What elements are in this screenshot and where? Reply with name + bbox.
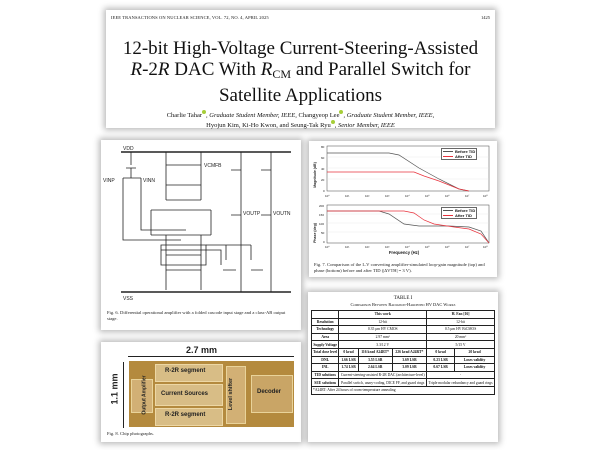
- row-label: Resolution: [312, 318, 339, 326]
- cell: 2.64 LSB: [358, 364, 392, 372]
- legend-before-tid: Before TID: [455, 208, 476, 213]
- svg-text:10⁷: 10⁷: [465, 245, 470, 249]
- chip-height-label: 1.1 mm: [109, 373, 120, 405]
- table-row: [312, 333, 495, 341]
- svg-text:20: 20: [321, 178, 325, 182]
- row-label: TID solutions: [312, 371, 339, 379]
- comparison-table: [311, 310, 495, 395]
- block-r2r-top: [155, 364, 223, 382]
- current-sources-label: Current Sources: [161, 391, 209, 397]
- cell: 0.35 μm HV CMOS: [339, 326, 427, 334]
- r2r-bottom-label: R-2R segment: [165, 412, 206, 418]
- output-amplifier-label: Output Amplifier: [141, 375, 148, 415]
- title-line-3: Satellite Applications: [218, 85, 383, 106]
- table-row: [312, 356, 495, 364]
- title-r: R: [130, 59, 143, 80]
- paper-header: [106, 10, 495, 128]
- cell: 3.09 LSB: [392, 364, 426, 372]
- cell: 3.69 LSB: [392, 356, 426, 364]
- svg-text:10⁶: 10⁶: [445, 194, 450, 198]
- cell: 226 krad A24RT*: [392, 348, 426, 356]
- block-r2r-bottom: [155, 408, 223, 426]
- title-cm-sub: CM: [272, 67, 292, 81]
- table-footnote: *A24RT: After 24 hours of room-temperature annealing: [312, 386, 495, 394]
- cell: Current-steering-assisted R-2R DAC (architecture-level): [339, 371, 427, 379]
- table-row: [312, 326, 495, 334]
- width-arrow: [128, 356, 294, 357]
- table-row: [312, 371, 495, 379]
- block-level-shifter: [226, 366, 246, 424]
- svg-text:10⁸: 10⁸: [483, 245, 488, 249]
- cell: -: [427, 371, 495, 379]
- svg-text:0: 0: [323, 240, 325, 244]
- cell: 0 krad: [339, 348, 358, 356]
- cell: 1.74 LSB: [339, 364, 358, 372]
- author-role: , Senior Member, IEEE: [334, 122, 395, 129]
- row-label: Area: [312, 333, 339, 341]
- svg-text:40: 40: [321, 167, 325, 171]
- row-label: Technology: [312, 326, 339, 334]
- level-shifter-label: Level shifter: [228, 377, 235, 411]
- svg-text:10⁴: 10⁴: [405, 194, 410, 198]
- title-parallel: and Parallel Switch for: [291, 59, 471, 80]
- opamp-schematic: [101, 140, 301, 305]
- table-row: [312, 318, 495, 326]
- phase-legend: [441, 207, 477, 219]
- author-list: [106, 110, 495, 130]
- table-row: [312, 364, 495, 372]
- row-label: Total dose level: [313, 350, 338, 355]
- author-name: Changyeop Lee: [298, 112, 340, 119]
- figure-7-caption: Fig. 7. Comparison of the I–V converting amplifier-simulated loop-gain magnitude (top) and phase (bottom) before and after TID (|ΔVTH| = 3 V).: [314, 262, 485, 273]
- header-this-work: This work: [339, 311, 427, 319]
- svg-text:10⁰: 10⁰: [325, 245, 330, 249]
- svg-text:200: 200: [319, 204, 325, 208]
- journal-name: IEEE TRANSACTIONS ON NUCLEAR SCIENCE, VOL. 72, NO. 4, APRIL 2025: [111, 15, 269, 20]
- table-title: TABLE I: [393, 296, 413, 301]
- cell: 3.3/12 V: [339, 341, 427, 349]
- voutn-label: VOUTN: [273, 211, 291, 217]
- page-number: 1425: [481, 15, 490, 20]
- comparison-table-panel: [308, 292, 498, 442]
- table-subtitle: Comparison Between Radiation-Hardened HV DAC Works: [350, 302, 456, 307]
- block-decoder: [251, 375, 293, 413]
- paper-title: [106, 38, 495, 106]
- svg-text:10²: 10²: [365, 194, 370, 198]
- figure-8-caption: Fig. 8. Chip photographs.: [107, 431, 154, 436]
- author-names: Hyojun Kim, Ki-Ho Kwon, and Seung-Tak Ryu: [206, 122, 331, 129]
- author-role: , Graduate Student Member, IEEE,: [343, 112, 435, 119]
- vinp-label: VINP: [103, 178, 115, 184]
- cell: 0 krad: [427, 348, 455, 356]
- chip-width-label: 2.7 mm: [186, 345, 218, 355]
- vss-label: VSS: [123, 296, 134, 302]
- svg-text:10²: 10²: [365, 245, 370, 249]
- cell: Loses validity: [455, 364, 495, 372]
- row-label: Supply Voltage: [313, 342, 338, 347]
- title-2: -2: [142, 59, 158, 80]
- phase-axis-label: Phase (deg): [313, 223, 317, 243]
- figure-6-circuit: [101, 140, 301, 330]
- cell: 20 krad: [455, 348, 495, 356]
- cell: 5/15 V: [427, 341, 495, 349]
- chip-die: [129, 361, 294, 427]
- author-name: Charlie Tahar: [166, 112, 203, 119]
- cell: 12-bit: [339, 318, 427, 326]
- cell: Triple modular redundancy and guard rings: [428, 380, 493, 385]
- cell: 2.97 mm²: [339, 333, 427, 341]
- magnitude-axis-label: Magnitude (dB): [313, 162, 317, 188]
- figure-8-chip-photo: [101, 342, 301, 442]
- title-rcm: R: [260, 59, 273, 80]
- svg-text:10⁷: 10⁷: [465, 194, 470, 198]
- cell: 1.66 LSB: [339, 356, 358, 364]
- author-role: , Graduate Student Member, IEEE,: [206, 112, 299, 119]
- legend-after-tid: After TID: [455, 213, 472, 218]
- svg-text:10⁵: 10⁵: [425, 245, 430, 249]
- decoder-label: Decoder: [257, 389, 282, 395]
- frequency-axis-label: Frequency (Hz): [388, 250, 420, 255]
- legend-after-tid: After TID: [455, 154, 472, 159]
- title-line-2: [106, 59, 495, 85]
- svg-text:10⁸: 10⁸: [483, 194, 488, 198]
- svg-text:10³: 10³: [385, 194, 390, 198]
- magnitude-legend: [441, 148, 477, 160]
- header-blank: [312, 311, 339, 319]
- title-dac: DAC With: [169, 59, 261, 80]
- cell: 0.5 μm HV BiCMOS: [427, 326, 495, 334]
- title-r2: R: [157, 59, 170, 80]
- r2r-top-label: R-2R segment: [165, 368, 206, 374]
- height-arrow: [123, 362, 124, 428]
- svg-text:10⁶: 10⁶: [445, 245, 450, 249]
- legend-before-tid: Before TID: [455, 149, 476, 154]
- svg-text:100: 100: [319, 222, 325, 226]
- block-current-sources: [155, 384, 223, 406]
- cell: 0.23 LSB: [427, 356, 455, 364]
- svg-text:80: 80: [321, 145, 325, 149]
- svg-text:10¹: 10¹: [345, 245, 350, 249]
- svg-text:50: 50: [321, 231, 325, 235]
- cell: 116 krad A24RT*: [358, 348, 392, 356]
- vcmfb-label: VCMFB: [204, 163, 222, 169]
- table-row: [312, 348, 495, 356]
- header-fan: H. Fan [16]: [427, 311, 495, 319]
- table-row: [312, 341, 495, 349]
- cell: 20 mm²: [427, 333, 495, 341]
- vdd-label: VDD: [123, 146, 134, 152]
- svg-text:10⁴: 10⁴: [405, 245, 410, 249]
- row-label: SEE solutions: [312, 379, 339, 387]
- cell: 3.55 LSB: [358, 356, 392, 364]
- table-row: [312, 379, 495, 387]
- row-label: DNL: [312, 356, 339, 364]
- svg-text:10¹: 10¹: [345, 194, 350, 198]
- svg-text:0: 0: [323, 189, 325, 193]
- figure-6-caption: Fig. 6. Differential operational amplifier with a folded cascode input stage and a class-AB output stage.: [107, 310, 286, 321]
- cell: Parallel switch, unary-coding, DICE FF, and guard rings: [339, 379, 427, 387]
- block-output-amplifier: [131, 375, 153, 415]
- svg-text:10⁰: 10⁰: [325, 194, 330, 198]
- figure-7-bode-plot: [309, 141, 497, 277]
- svg-text:60: 60: [321, 156, 325, 160]
- svg-text:10⁵: 10⁵: [425, 194, 430, 198]
- title-line-1: 12-bit High-Voltage Current-Steering-Assisted: [122, 38, 479, 59]
- row-label: INL: [312, 364, 339, 372]
- svg-text:150: 150: [319, 213, 325, 217]
- voutp-label: VOUTP: [243, 211, 261, 217]
- cell: 12-bit: [427, 318, 495, 326]
- svg-text:10³: 10³: [385, 245, 390, 249]
- vinn-label: VINN: [143, 178, 155, 184]
- cell: Loses validity: [455, 356, 495, 364]
- cell: 0.67 LSB: [427, 364, 455, 372]
